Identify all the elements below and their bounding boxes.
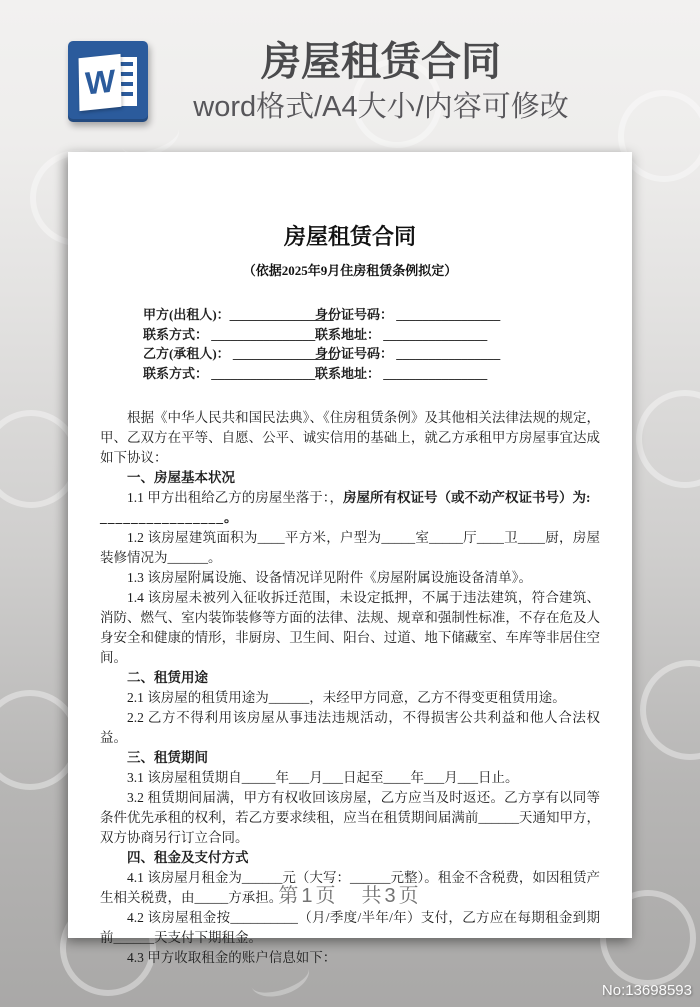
party-info-block (143, 304, 600, 382)
clause-3-2: 3.2 租赁期间届满，甲方有权收回该房屋，乙方应当及时返还。乙方享有以同等条件优先承租的权利，若乙方要求续租，应当在租赁期间届满前______天通知甲方，双方协商另行订立合同。 (100, 790, 600, 845)
section-2-heading: 二、租赁用途 (127, 670, 208, 685)
party-b-contact-field: 联系方式： ________________ (143, 365, 316, 381)
contract-title: 房屋租赁合同 (283, 224, 416, 249)
document-page (68, 152, 632, 965)
clause-4-1: 4.1 该房屋月租金为______元（大写：______元整）。租金不含税费，如因租赁产生相关税费，由_____方承担。 (100, 870, 600, 905)
clause-2-1: 2.1 该房屋的租赁用途为______，未经甲方同意，乙方不得变更租赁用途。 (127, 690, 566, 705)
clause-1-1 (100, 488, 600, 508)
party-row (143, 363, 600, 383)
clause-3-1: 3.1 该房屋租赁期自_____年___月___日起至____年___月___日止。 (127, 770, 519, 785)
party-row (143, 304, 600, 324)
party-row (143, 343, 600, 363)
header-text (62, 0, 700, 124)
clause-1-1-bold-text: 房屋所有权证号（或不动产权证书号）为: (343, 490, 591, 505)
clause-1-3: 1.3 该房屋附属设施、设备情况详见附件《房屋附属设施设备清单》。 (127, 570, 532, 585)
preview-header (0, 0, 700, 148)
intro-paragraph: 根据《中华人民共和国民法典》、《住房租赁条例》及其他相关法律法规的规定，甲、乙双方在平等、自愿、公平、诚实信用的基础上，就乙方承租甲方房屋事宜达成如下协议： (100, 410, 600, 465)
clause-2-2: 2.2 乙方不得利用该房屋从事违法违规活动，不得损害公共利益和他人合法权益。 (100, 710, 600, 745)
party-a-contact-field: 联系方式： ________________ (143, 326, 316, 342)
clause-1-2: 1.2 该房屋建筑面积为____平方米，户型为_____室_____厅____卫____厨，房屋装修情况为______。 (100, 530, 600, 565)
party-a-field: 甲方(出租人)：________________ (143, 307, 334, 322)
party-row (143, 324, 600, 344)
clause-4-2: 4.2 该房屋租金按__________（月/季度/半年/年）支付，乙方应在每期租金到期前______天支付下期租金。 (100, 910, 600, 945)
clause-1-1-blank-line: ________________。 (100, 510, 239, 525)
party-b-id-field: 身份证号码： ________________ (315, 346, 501, 361)
section-1-heading: 一、房屋基本状况 (127, 470, 235, 485)
clause-4-3: 4.3 甲方收取租金的账户信息如下： (127, 950, 337, 965)
watermark-ring (640, 660, 700, 760)
section-3-heading: 三、租赁期间 (127, 750, 208, 765)
watermark-ring (636, 390, 700, 488)
template-title: 房屋租赁合同 (261, 40, 501, 84)
party-a-address-field: 联系地址： ________________ (315, 326, 488, 342)
section-4-heading: 四、租金及支付方式 (127, 850, 249, 865)
serial-number: No:13698593 (601, 982, 692, 999)
clause-1-1-text: 1.1 甲方出租给乙方的房屋坐落于：， (127, 490, 343, 505)
party-b-address-field: 联系地址： ________________ (315, 365, 488, 381)
party-b-field: 乙方(承租人)： ________________ (143, 346, 337, 361)
template-format-subtitle: word格式/A4大小/内容可修改 (193, 91, 569, 123)
word-icon-letter: W (84, 62, 116, 102)
page-indicator: 第1页 共3页 (278, 885, 422, 907)
contract-subtitle: （依据2025年9月住房租赁条例拟定） (242, 263, 458, 278)
clause-1-4: 1.4 该房屋未被列入征收拆迁范围，未设定抵押，不属于违法建筑，符合建筑、消防、燃气、室内装饰装修等方面的法律、法规、规章和强制性标准，不存在危及人身安全和健康的情形，非厨房、卫生间、阳台、过道、地下储藏室、车库等非居住空间。 (100, 590, 600, 665)
party-a-id-field: 身份证号码： ________________ (315, 307, 501, 322)
